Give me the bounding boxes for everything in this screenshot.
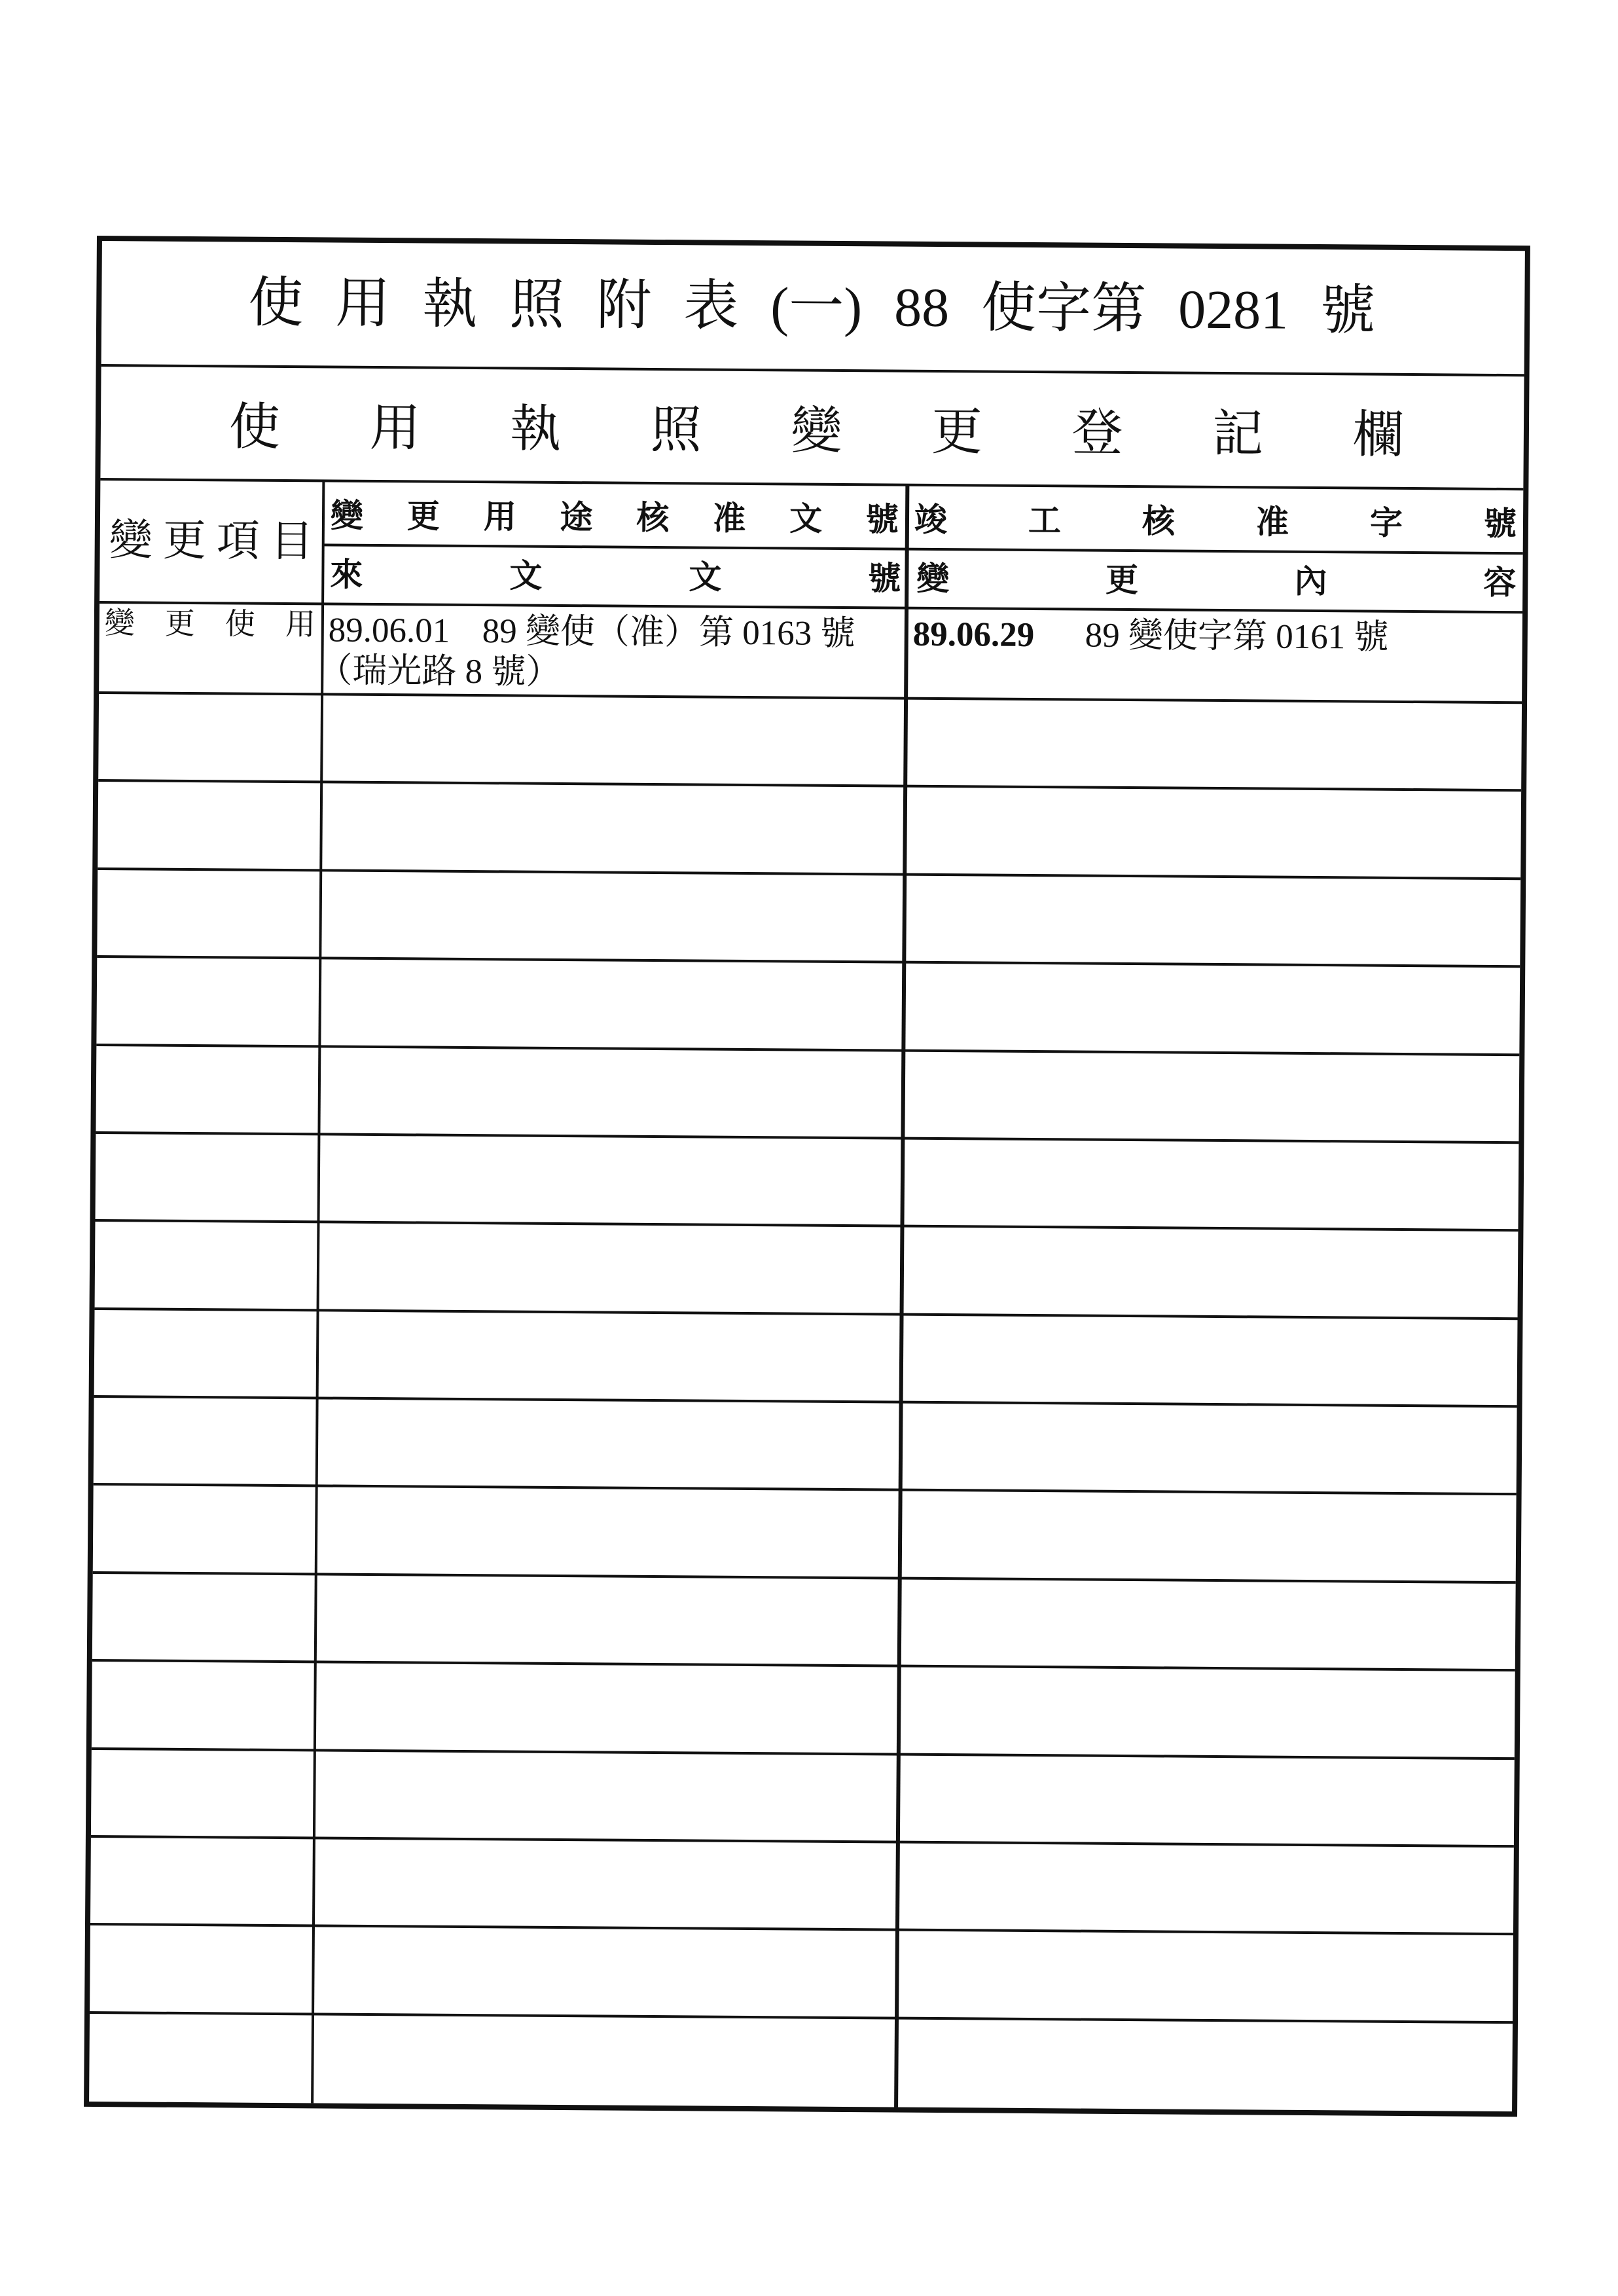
row-divider	[94, 1395, 1517, 1408]
spaced-glyph: 使	[228, 398, 281, 456]
spaced-glyph: 0281	[1178, 279, 1289, 341]
column-divider-item	[311, 481, 325, 2103]
spaced-glyph: 更	[931, 403, 983, 461]
spaced-glyph: 使	[225, 607, 256, 641]
row-approval-no: 89 變使（准）第 0163 號	[482, 612, 855, 653]
row-divider	[97, 955, 1520, 968]
spaced-glyph: 變	[791, 402, 842, 460]
spaced-glyph: 號	[868, 560, 901, 597]
spaced-glyph: 文	[789, 500, 823, 538]
spaced-glyph: 表	[683, 276, 739, 337]
header-incoming-doc-no	[330, 547, 901, 607]
row-divider	[92, 1747, 1515, 1759]
spaced-glyph: 途	[560, 498, 593, 536]
spaced-glyph: 更	[164, 606, 196, 641]
spaced-glyph: 使	[247, 272, 304, 335]
change-registration-form	[84, 236, 1530, 2117]
spaced-glyph: 88	[893, 277, 950, 339]
spaced-glyph: 更	[162, 517, 207, 566]
column-divider-middle	[894, 485, 909, 2107]
spaced-glyph: 用	[334, 273, 391, 335]
spaced-glyph: 文	[509, 557, 543, 594]
row-divider	[94, 1483, 1517, 1495]
spaced-glyph: 號	[1320, 280, 1376, 342]
spaced-glyph: 變	[104, 606, 135, 640]
row-divider	[90, 1923, 1513, 1935]
row-divider	[91, 1835, 1514, 1848]
spaced-glyph: 附	[596, 275, 652, 337]
row-divider	[92, 1659, 1515, 1671]
header-change-content	[916, 551, 1517, 611]
header-completion-approval-no	[914, 489, 1517, 555]
spaced-glyph: 欄	[1352, 406, 1405, 464]
spaced-glyph: 准	[1255, 503, 1289, 541]
row-change-item	[105, 605, 315, 643]
row-divider	[99, 691, 1522, 704]
spaced-glyph: 竣	[914, 501, 948, 539]
spaced-glyph: 工	[1028, 501, 1062, 539]
row-divider	[98, 779, 1521, 792]
spaced-glyph: 變	[330, 497, 364, 534]
spaced-glyph: 目	[270, 517, 314, 566]
spaced-glyph: 字	[1369, 504, 1403, 541]
spaced-glyph: 核	[636, 499, 670, 537]
spaced-glyph: 號	[1483, 505, 1517, 543]
spaced-glyph: 號	[865, 501, 899, 538]
form-title	[248, 242, 1376, 373]
spaced-glyph: 變	[109, 517, 153, 565]
row-completion-date: 89.06.29	[912, 615, 1035, 655]
row-divider	[95, 1219, 1518, 1231]
spaced-glyph: 項	[216, 517, 260, 566]
spaced-glyph: 准	[713, 500, 746, 537]
spaced-glyph: 內	[1294, 562, 1327, 600]
row-divider	[96, 1044, 1519, 1056]
spaced-glyph: 用	[369, 399, 421, 457]
row-divider	[96, 1131, 1519, 1144]
spaced-glyph: 記	[1212, 405, 1264, 463]
row-approval-date: 89.06.01	[328, 611, 450, 650]
spaced-glyph: 用	[483, 498, 516, 536]
spaced-glyph: (一)	[770, 276, 863, 338]
form-subtitle	[228, 371, 1404, 491]
spaced-glyph: 文	[689, 558, 722, 596]
spaced-glyph: 核	[1142, 503, 1176, 540]
spaced-glyph: 使字第	[980, 278, 1147, 340]
header-use-change-approval-no	[331, 485, 899, 551]
spaced-glyph: 執	[509, 400, 562, 458]
spaced-glyph: 來	[330, 556, 363, 593]
row-address-note: （瑞光路 8 號）	[317, 651, 561, 691]
spaced-glyph: 登	[1071, 404, 1123, 462]
header-change-item	[109, 481, 314, 602]
row-divider	[93, 1571, 1516, 1584]
spaced-glyph: 用	[285, 608, 316, 642]
row-completion-no: 89 變使字第 0161 號	[1085, 616, 1389, 657]
spaced-glyph: 更	[1105, 561, 1139, 599]
spaced-glyph: 照	[650, 401, 702, 459]
row-divider	[95, 1307, 1518, 1320]
spaced-glyph: 照	[509, 274, 565, 336]
spaced-glyph: 容	[1483, 564, 1517, 602]
spaced-glyph: 執	[422, 274, 478, 336]
spaced-glyph: 變	[916, 560, 950, 598]
row-divider	[90, 2011, 1513, 2024]
spaced-glyph: 更	[406, 498, 440, 535]
row-divider	[98, 867, 1520, 880]
